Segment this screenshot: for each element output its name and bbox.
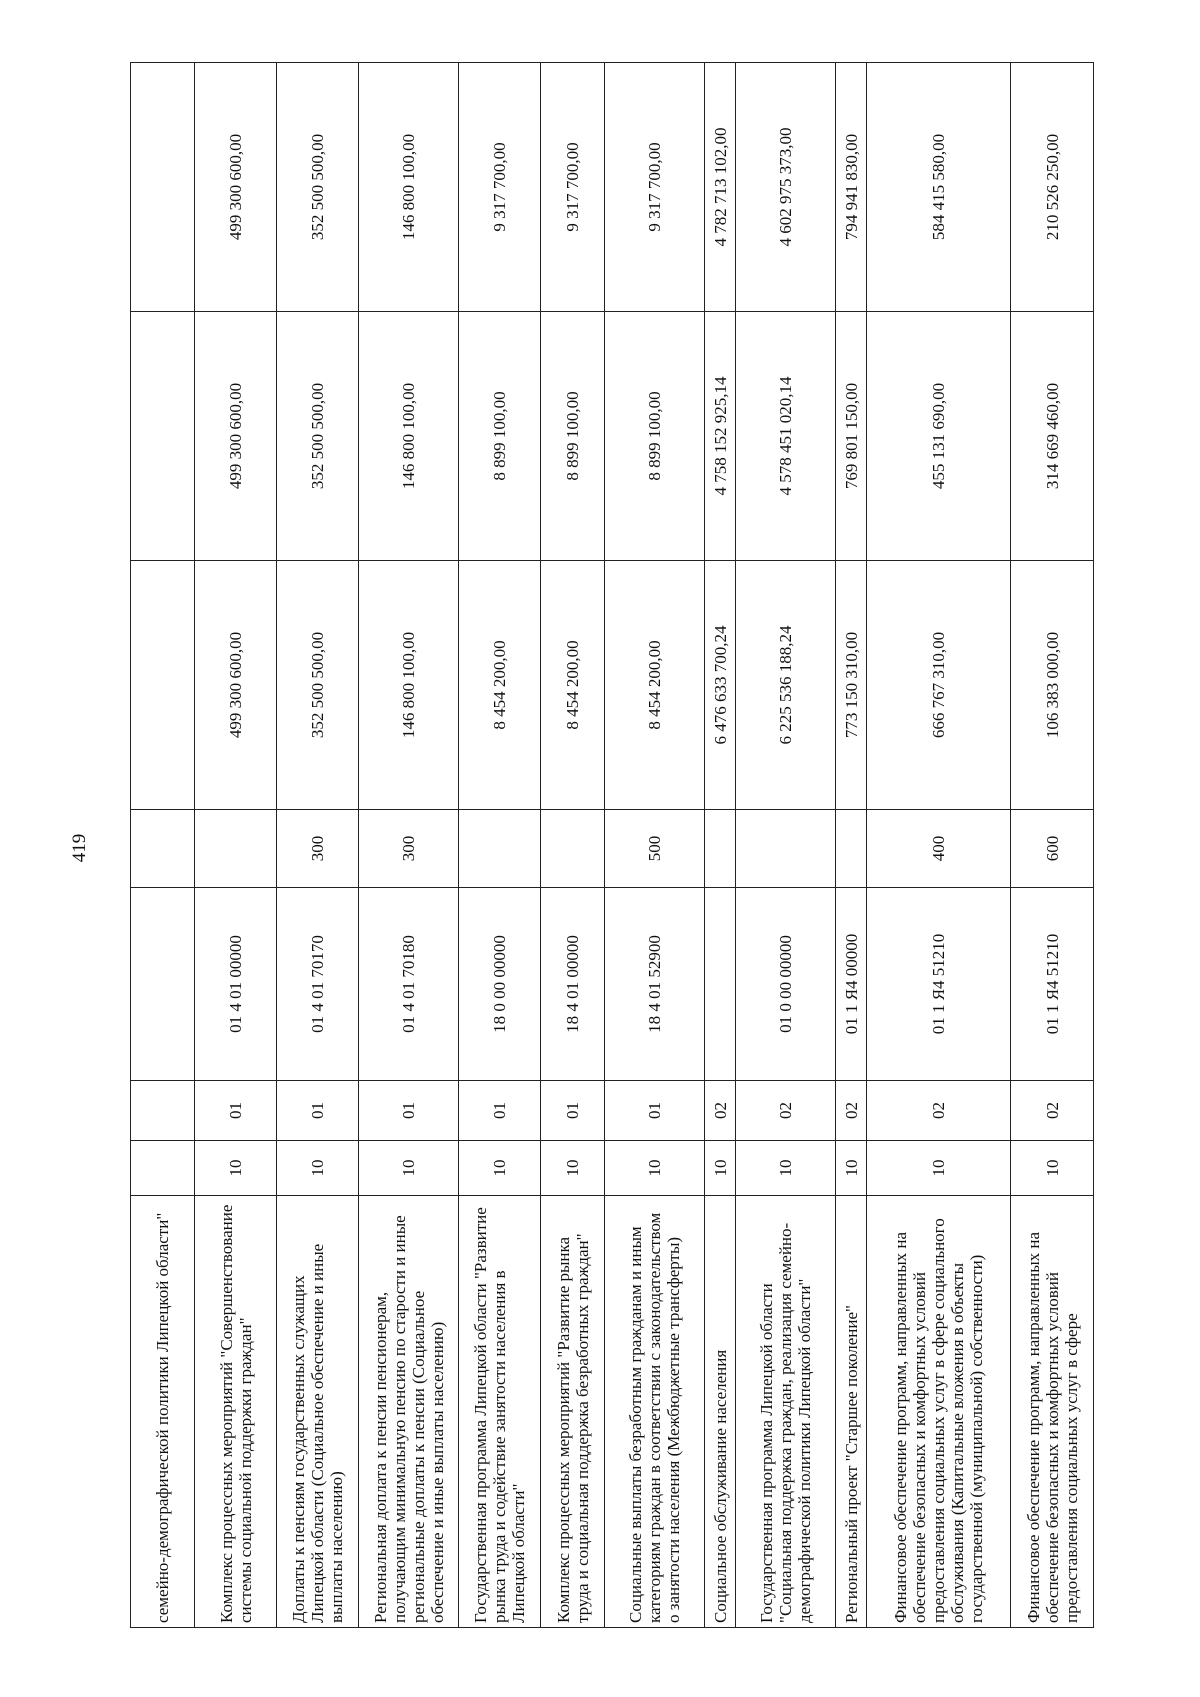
expense-type-code bbox=[736, 810, 836, 888]
section-code: 10 bbox=[359, 1141, 459, 1196]
expense-type-code: 300 bbox=[359, 810, 459, 888]
subsection-code: 01 bbox=[541, 1081, 605, 1141]
subsection-code bbox=[131, 1081, 195, 1141]
subsection-code: 02 bbox=[736, 1081, 836, 1141]
target-article-code: 18 0 00 00000 bbox=[459, 888, 541, 1081]
target-article-code: 18 4 01 00000 bbox=[541, 888, 605, 1081]
section-code: 10 bbox=[277, 1141, 359, 1196]
amount-year-1: 352 500 500,00 bbox=[277, 561, 359, 810]
subsection-code: 01 bbox=[459, 1081, 541, 1141]
table-row bbox=[541, 63, 605, 1628]
subsection-code: 01 bbox=[605, 1081, 705, 1141]
table-row bbox=[705, 63, 736, 1628]
section-code: 10 bbox=[736, 1141, 836, 1196]
amount-year-2: 4 758 152 925,14 bbox=[705, 312, 736, 561]
row-name: Социальные выплаты безработным гражданам и иным категориям граждан в соответствии с законодательством о занятости населения (Межбюджетные трансферты) bbox=[605, 1196, 705, 1628]
amount-year-3: 9 317 700,00 bbox=[605, 63, 705, 312]
amount-year-1 bbox=[131, 561, 195, 810]
target-article-code: 01 4 01 00000 bbox=[195, 888, 277, 1081]
amount-year-2: 4 578 451 020,14 bbox=[736, 312, 836, 561]
amount-year-2: 146 800 100,00 bbox=[359, 312, 459, 561]
subsection-code: 02 bbox=[705, 1081, 736, 1141]
amount-year-2: 352 500 500,00 bbox=[277, 312, 359, 561]
amount-year-3: 4 782 713 102,00 bbox=[705, 63, 736, 312]
table-row bbox=[867, 63, 1011, 1628]
subsection-code: 02 bbox=[867, 1081, 1011, 1141]
table-row bbox=[195, 63, 277, 1628]
amount-year-2: 499 300 600,00 bbox=[195, 312, 277, 561]
amount-year-2 bbox=[131, 312, 195, 561]
target-article-code: 18 4 01 52900 bbox=[605, 888, 705, 1081]
amount-year-1: 106 383 000,00 bbox=[1011, 561, 1094, 810]
amount-year-3: 794 941 830,00 bbox=[836, 63, 867, 312]
amount-year-3: 9 317 700,00 bbox=[541, 63, 605, 312]
table-row bbox=[277, 63, 359, 1628]
amount-year-1: 6 225 536 188,24 bbox=[736, 561, 836, 810]
row-name: Социальное обслуживание населения bbox=[705, 1196, 736, 1628]
amount-year-3: 210 526 250,00 bbox=[1011, 63, 1094, 312]
page-number: 419 bbox=[69, 833, 90, 863]
subsection-code: 02 bbox=[836, 1081, 867, 1141]
amount-year-1: 499 300 600,00 bbox=[195, 561, 277, 810]
subsection-code: 01 bbox=[195, 1081, 277, 1141]
table-row bbox=[1011, 63, 1094, 1628]
row-name: Государственная программа Липецкой области "Социальная поддержка граждан, реализация семейно-демографической политики Липецкой области" bbox=[736, 1196, 836, 1628]
amount-year-2: 8 899 100,00 bbox=[459, 312, 541, 561]
section-code: 10 bbox=[836, 1141, 867, 1196]
amount-year-3 bbox=[131, 63, 195, 312]
section-code: 10 bbox=[541, 1141, 605, 1196]
row-name: Региональный проект "Старшее поколение" bbox=[836, 1196, 867, 1628]
expense-type-code bbox=[459, 810, 541, 888]
section-code: 10 bbox=[1011, 1141, 1094, 1196]
table-row bbox=[131, 63, 195, 1628]
expense-type-code: 300 bbox=[277, 810, 359, 888]
row-name: Региональная доплата к пенсии пенсионерам, получающим минимальную пенсию по старости и иные региональные доплаты к пенсии (Социальное обеспечение и иные выплаты населению) bbox=[359, 1196, 459, 1628]
expense-type-code: 500 bbox=[605, 810, 705, 888]
amount-year-2: 314 669 460,00 bbox=[1011, 312, 1094, 561]
expense-type-code: 400 bbox=[867, 810, 1011, 888]
section-code: 10 bbox=[705, 1141, 736, 1196]
amount-year-1: 773 150 310,00 bbox=[836, 561, 867, 810]
expense-type-code bbox=[541, 810, 605, 888]
row-name: Комплекс процессных мероприятий "Развитие рынка труда и социальная поддержка безработных граждан" bbox=[541, 1196, 605, 1628]
amount-year-2: 769 801 150,00 bbox=[836, 312, 867, 561]
row-name: Финансовое обеспечение программ, направленных на обеспечение безопасных и комфортных условий предоставления социальных услуг в сфере bbox=[1011, 1196, 1094, 1628]
subsection-code: 02 bbox=[1011, 1081, 1094, 1141]
amount-year-2: 8 899 100,00 bbox=[541, 312, 605, 561]
expense-type-code bbox=[195, 810, 277, 888]
target-article-code: 01 1 Я4 00000 bbox=[836, 888, 867, 1081]
section-code: 10 bbox=[195, 1141, 277, 1196]
table-row bbox=[359, 63, 459, 1628]
amount-year-2: 455 131 690,00 bbox=[867, 312, 1011, 561]
row-name: Государственная программа Липецкой области "Развитие рынка труда и содействие занятости населения в Липецкой области" bbox=[459, 1196, 541, 1628]
amount-year-1: 6 476 633 700,24 bbox=[705, 561, 736, 810]
row-name: Финансовое обеспечение программ, направленных на обеспечение безопасных и комфортных условий предоставления социальных услуг в сфере социального обслуживания (Капитальные вложения в объекты государственной (муниципальной) собственности) bbox=[867, 1196, 1011, 1628]
subsection-code: 01 bbox=[277, 1081, 359, 1141]
table-row bbox=[836, 63, 867, 1628]
section-code: 10 bbox=[605, 1141, 705, 1196]
amount-year-3: 584 415 580,00 bbox=[867, 63, 1011, 312]
expense-type-code bbox=[836, 810, 867, 888]
target-article-code bbox=[131, 888, 195, 1081]
amount-year-2: 8 899 100,00 bbox=[605, 312, 705, 561]
table-row bbox=[459, 63, 541, 1628]
expense-type-code bbox=[131, 810, 195, 888]
amount-year-3: 9 317 700,00 bbox=[459, 63, 541, 312]
subsection-code: 01 bbox=[359, 1081, 459, 1141]
table-row bbox=[736, 63, 836, 1628]
amount-year-3: 146 800 100,00 bbox=[359, 63, 459, 312]
amount-year-1: 8 454 200,00 bbox=[541, 561, 605, 810]
target-article-code: 01 4 01 70170 bbox=[277, 888, 359, 1081]
target-article-code: 01 0 00 00000 bbox=[736, 888, 836, 1081]
section-code: 10 bbox=[867, 1141, 1011, 1196]
amount-year-1: 8 454 200,00 bbox=[459, 561, 541, 810]
target-article-code bbox=[705, 888, 736, 1081]
amount-year-1: 146 800 100,00 bbox=[359, 561, 459, 810]
budget-table bbox=[130, 62, 1094, 1628]
target-article-code: 01 1 Я4 51210 bbox=[1011, 888, 1094, 1081]
expense-type-code bbox=[705, 810, 736, 888]
section-code: 10 bbox=[459, 1141, 541, 1196]
rotated-table-container bbox=[130, 63, 1081, 1628]
row-name: Доплаты к пенсиям государственных служащих Липецкой области (Социальное обеспечение и иные выплаты населению) bbox=[277, 1196, 359, 1628]
amount-year-3: 352 500 500,00 bbox=[277, 63, 359, 312]
target-article-code: 01 4 01 70180 bbox=[359, 888, 459, 1081]
amount-year-3: 499 300 600,00 bbox=[195, 63, 277, 312]
amount-year-1: 666 767 310,00 bbox=[867, 561, 1011, 810]
amount-year-3: 4 602 975 373,00 bbox=[736, 63, 836, 312]
target-article-code: 01 1 Я4 51210 bbox=[867, 888, 1011, 1081]
amount-year-1: 8 454 200,00 bbox=[605, 561, 705, 810]
row-name: Комплекс процессных мероприятий "Совершенствование системы социальной поддержки граждан" bbox=[195, 1196, 277, 1628]
section-code bbox=[131, 1141, 195, 1196]
row-name: семейно-демографической политики Липецкой области" bbox=[131, 1196, 195, 1628]
table-row bbox=[605, 63, 705, 1628]
expense-type-code: 600 bbox=[1011, 810, 1094, 888]
